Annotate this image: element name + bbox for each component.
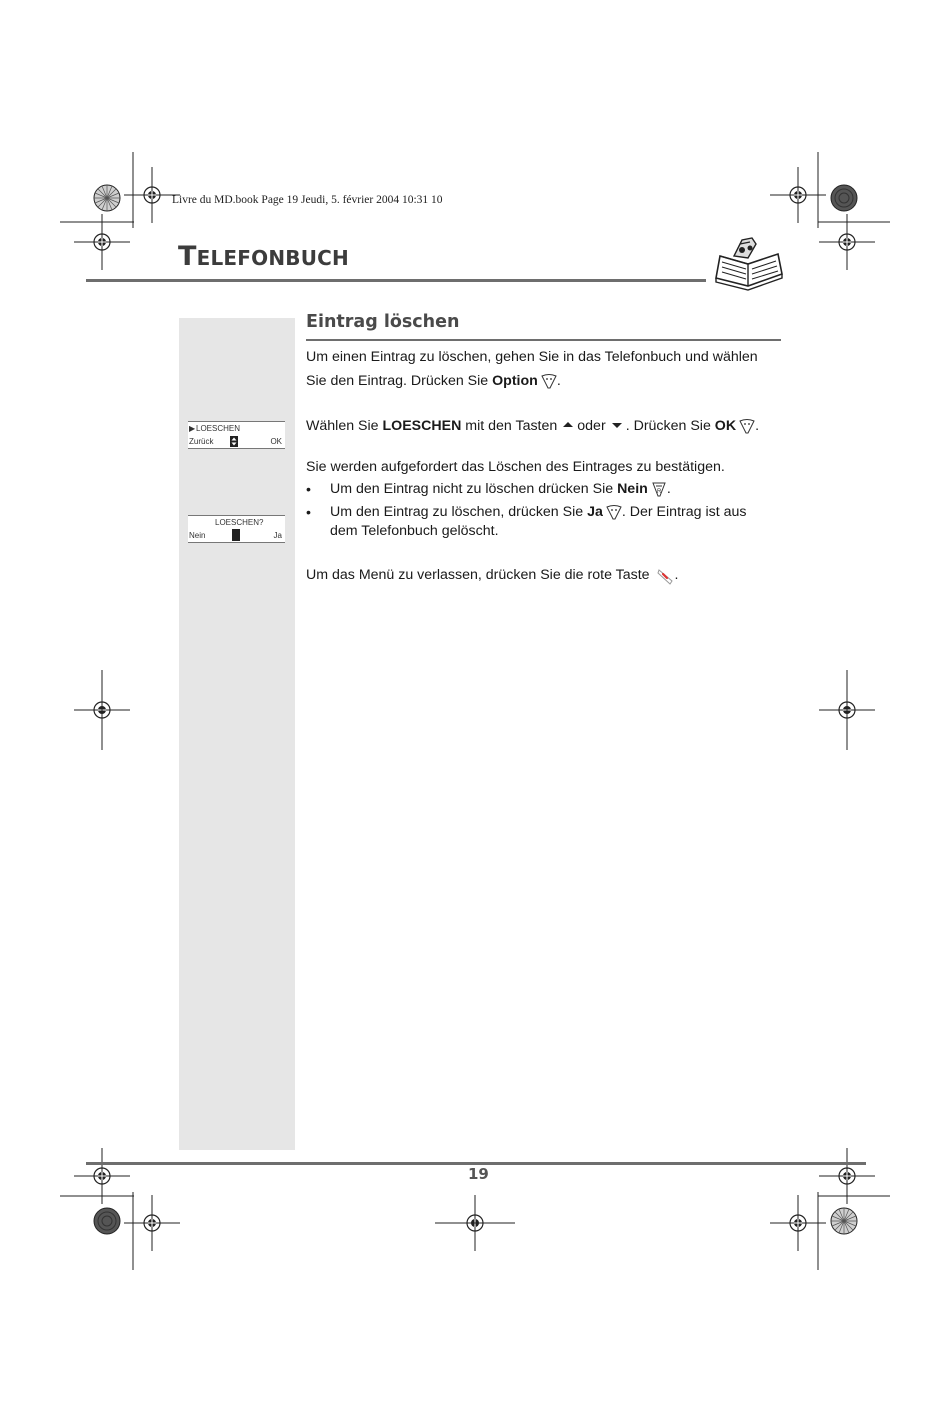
exit-instruction [306, 563, 678, 587]
softkey-icon [739, 418, 755, 434]
r-key-icon [651, 481, 667, 497]
intro-text: Sie den Eintrag. Drücken Sie [306, 373, 493, 389]
softkey-icon [541, 373, 557, 389]
page-number: 19 [468, 1165, 489, 1183]
display-cursor-block [232, 529, 240, 541]
select-end: . [755, 418, 760, 434]
display-screen-loeschen [188, 421, 285, 449]
ja-keyword: Ja [587, 504, 603, 520]
red-hangup-key-icon [657, 567, 675, 585]
section-title: Eintrag löschen [306, 312, 460, 332]
bullet-text: Um den Eintrag zu löschen, drücken Sie [330, 504, 588, 520]
chapter-title-initial: T [178, 241, 197, 272]
exit-end: . [674, 567, 679, 583]
option-keyword: Option [492, 373, 538, 389]
bullet-marker: • [306, 505, 311, 521]
down-arrow-icon [611, 420, 623, 430]
intro-line-2 [306, 369, 758, 393]
bullet-text-post: . Der Eintrag ist aus [621, 504, 747, 520]
softkey-icon [606, 504, 622, 520]
confirm-intro: Sie werden aufgefordert das Löschen des Eintrages zu bestätigen. [306, 459, 725, 475]
oder-text: oder [577, 418, 606, 434]
intro-end: . [556, 373, 561, 389]
section-rule [306, 339, 781, 341]
select-text-mid: mit den Tasten [461, 418, 558, 434]
bullet-line-2: dem Telefonbuch gelöscht. [330, 523, 499, 539]
bullet-end: . [666, 481, 671, 497]
display-pointer-icon: ▶ [189, 424, 196, 433]
intro-paragraph [306, 345, 758, 393]
up-arrow-icon [562, 420, 574, 430]
display-softkey-left: Nein [189, 531, 206, 540]
chapter-title-rest: ELEFONBUCH [196, 246, 349, 270]
display-softkey-right: Ja [273, 531, 282, 540]
intro-line-1: Um einen Eintrag zu löschen, gehen Sie in das Telefonbuch und wählen [306, 349, 758, 365]
loeschen-keyword: LOESCHEN [382, 418, 462, 434]
display-softkey-left: Zurück [189, 437, 214, 446]
nein-keyword: Nein [617, 481, 648, 497]
select-text: Wählen Sie [306, 418, 383, 434]
bullet-item-nein [330, 480, 671, 499]
phonebook-icon [712, 234, 786, 292]
select-instruction [306, 414, 759, 438]
select-text-post: . Drücken Sie [625, 418, 715, 434]
bullet-marker: • [306, 482, 311, 498]
bullet-text: Um den Eintrag nicht zu löschen drücken Sie [330, 481, 618, 497]
print-header-info: Livre du MD.book Page 19 Jeudi, 5. février 2004 10:31 10 [172, 194, 443, 206]
bullet-item-ja [330, 503, 746, 541]
display-menu-line: LOESCHEN [196, 424, 241, 433]
display-softkey-right: OK [270, 437, 282, 446]
svg-text:R: R [656, 489, 662, 495]
exit-text: Um das Menü zu verlassen, drücken Sie die rote Taste [306, 567, 654, 583]
display-scroll-icon [230, 436, 238, 447]
display-screen-confirm [188, 515, 285, 543]
chapter-rule [86, 279, 706, 282]
display-question-line: LOESCHEN? [215, 518, 264, 527]
ok-keyword: OK [714, 418, 737, 434]
chapter-title [178, 241, 349, 272]
